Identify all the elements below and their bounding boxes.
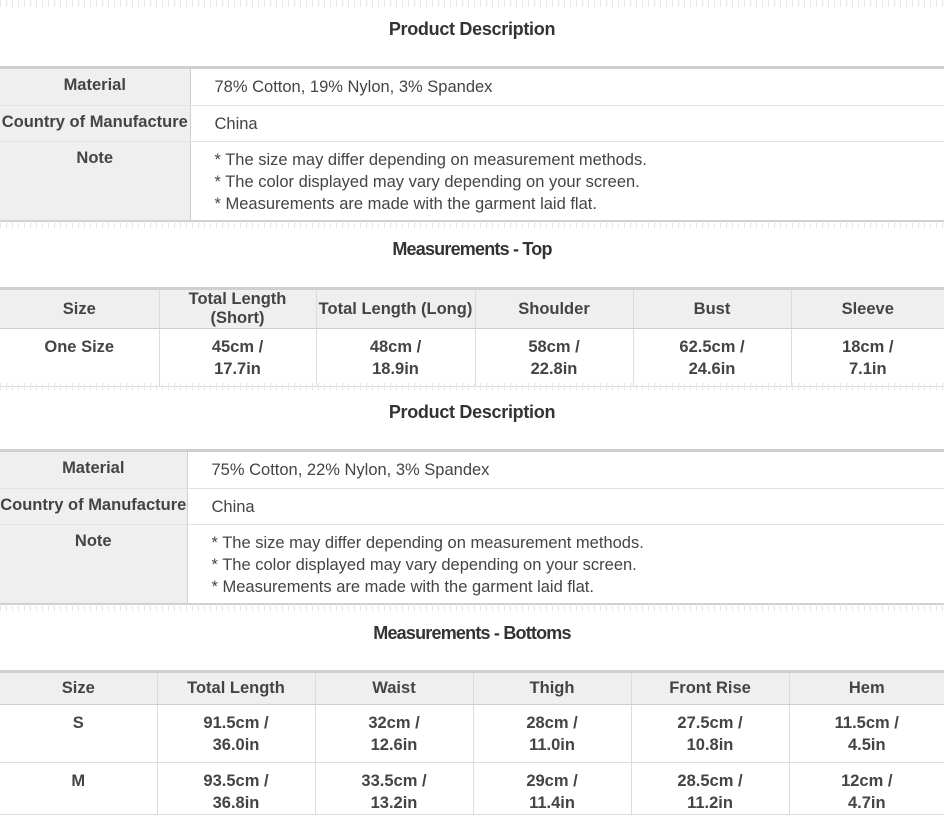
header-row	[0, 672, 944, 705]
cell-line: 48cm /	[369, 338, 422, 356]
cell-line: 33.5cm /	[361, 772, 427, 790]
column-header: Front Rise	[631, 672, 789, 705]
cell-line: 32cm /	[368, 714, 420, 732]
cell-line: One Size	[44, 338, 115, 356]
cell-line: 36.0in	[212, 736, 260, 754]
table-row	[0, 451, 944, 489]
cell-line: 7.1in	[848, 360, 887, 378]
value-line: China	[214, 115, 258, 133]
cell-line: 12cm /	[841, 772, 893, 790]
row-value	[187, 489, 944, 525]
cell-line: 29cm /	[526, 772, 578, 790]
cell-line: 18cm /	[842, 338, 894, 356]
note-line: * Measurements are made with the garment laid flat.	[211, 578, 594, 596]
column-header: Size	[0, 289, 159, 329]
product-description-table	[0, 449, 944, 605]
cell-line: 10.8in	[686, 736, 734, 754]
cell-line: 4.7in	[847, 794, 886, 812]
table-row	[0, 525, 944, 604]
table-row	[0, 142, 944, 221]
ruler-divider	[0, 383, 944, 395]
measure-cell	[473, 763, 631, 815]
measure-cell	[631, 763, 789, 815]
column-header: Waist	[315, 672, 473, 705]
value-line: 75% Cotton, 22% Nylon, 3% Spandex	[211, 461, 490, 479]
column-header: Hem	[789, 672, 944, 705]
column-header: Bust	[633, 289, 791, 329]
cell-line: 58cm /	[528, 338, 580, 356]
table-row	[0, 106, 944, 142]
value-line: 78% Cotton, 19% Nylon, 3% Spandex	[214, 78, 493, 96]
column-header: Size	[0, 672, 157, 705]
table-row	[0, 329, 944, 387]
row-key: Material	[0, 451, 187, 489]
measure-cell	[633, 329, 791, 387]
ruler-divider	[0, 221, 944, 233]
note-line: * The size may differ depending on measurement methods.	[214, 151, 647, 169]
row-key: Country of Manufacture	[0, 106, 190, 142]
ruler-divider	[0, 0, 944, 12]
note-line: * Measurements are made with the garment laid flat.	[214, 195, 597, 213]
cell-line: 91.5cm /	[203, 714, 269, 732]
cell-line: 11.5cm /	[834, 714, 899, 732]
cell-line: 12.6in	[370, 736, 418, 754]
measure-cell	[316, 329, 475, 387]
note-line: * The size may differ depending on measurement methods.	[211, 534, 644, 552]
measure-cell	[159, 329, 316, 387]
size-cell	[0, 705, 157, 763]
cell-line: S	[72, 714, 84, 732]
cell-line: 11.0in	[529, 736, 575, 754]
measure-cell	[473, 705, 631, 763]
cell-line: 18.9in	[372, 360, 419, 378]
cell-line: 93.5cm /	[203, 772, 269, 790]
row-value	[187, 525, 944, 604]
measure-cell	[315, 705, 473, 763]
row-value	[190, 106, 944, 142]
measure-cell	[789, 763, 944, 815]
section-title: Measurements - Bottoms	[373, 623, 571, 643]
measure-cell	[791, 329, 944, 387]
table-row	[0, 763, 944, 815]
row-key: Note	[0, 525, 187, 604]
ruler-divider	[0, 604, 944, 616]
measure-cell	[475, 329, 633, 387]
measurements-top-table	[0, 287, 944, 387]
table-row	[0, 489, 944, 525]
cell-line: 45cm /	[211, 338, 264, 356]
size-cell	[0, 763, 157, 815]
cell-line: 11.2in	[687, 794, 733, 812]
cell-line: 27.5cm /	[677, 714, 743, 732]
size-cell	[0, 329, 159, 387]
row-key: Country of Manufacture	[0, 489, 187, 525]
row-value	[190, 68, 944, 106]
cell-line: 13.2in	[370, 794, 418, 812]
product-description-table	[0, 66, 944, 222]
section-title: Product Description	[388, 402, 556, 422]
measurements-bottoms-table	[0, 670, 944, 815]
value-line: China	[211, 498, 255, 516]
cell-line: 22.8in	[530, 360, 578, 378]
table-row	[0, 68, 944, 106]
row-key: Note	[0, 142, 190, 221]
header-row	[0, 289, 944, 329]
row-value	[190, 142, 944, 221]
measure-cell	[789, 705, 944, 763]
row-key: Material	[0, 68, 190, 106]
section-title: Product Description	[388, 19, 556, 39]
section-title: Measurements - Top	[392, 239, 552, 259]
cell-line: 62.5cm /	[679, 338, 745, 356]
column-header: Shoulder	[475, 289, 633, 329]
column-header: Total Length (Long)	[316, 289, 475, 329]
cell-line: 36.8in	[212, 794, 260, 812]
measure-cell	[157, 763, 315, 815]
measure-cell	[157, 705, 315, 763]
cell-line: 17.7in	[214, 360, 261, 378]
column-header: Total Length	[157, 672, 315, 705]
cell-line: 28cm /	[526, 714, 578, 732]
measure-cell	[631, 705, 789, 763]
cell-line: 11.4in	[529, 794, 575, 812]
note-line: * The color displayed may vary depending on your screen.	[214, 173, 640, 191]
table-row	[0, 705, 944, 763]
column-header: Thigh	[473, 672, 631, 705]
cell-line: 4.5in	[847, 736, 886, 754]
note-line: * The color displayed may vary depending on your screen.	[211, 556, 637, 574]
row-value	[187, 451, 944, 489]
cell-line: M	[71, 772, 86, 790]
cell-line: 24.6in	[688, 360, 736, 378]
cell-line: 28.5cm /	[677, 772, 743, 790]
column-header: Total Length (Short)	[159, 289, 316, 329]
column-header: Sleeve	[791, 289, 944, 329]
measure-cell	[315, 763, 473, 815]
